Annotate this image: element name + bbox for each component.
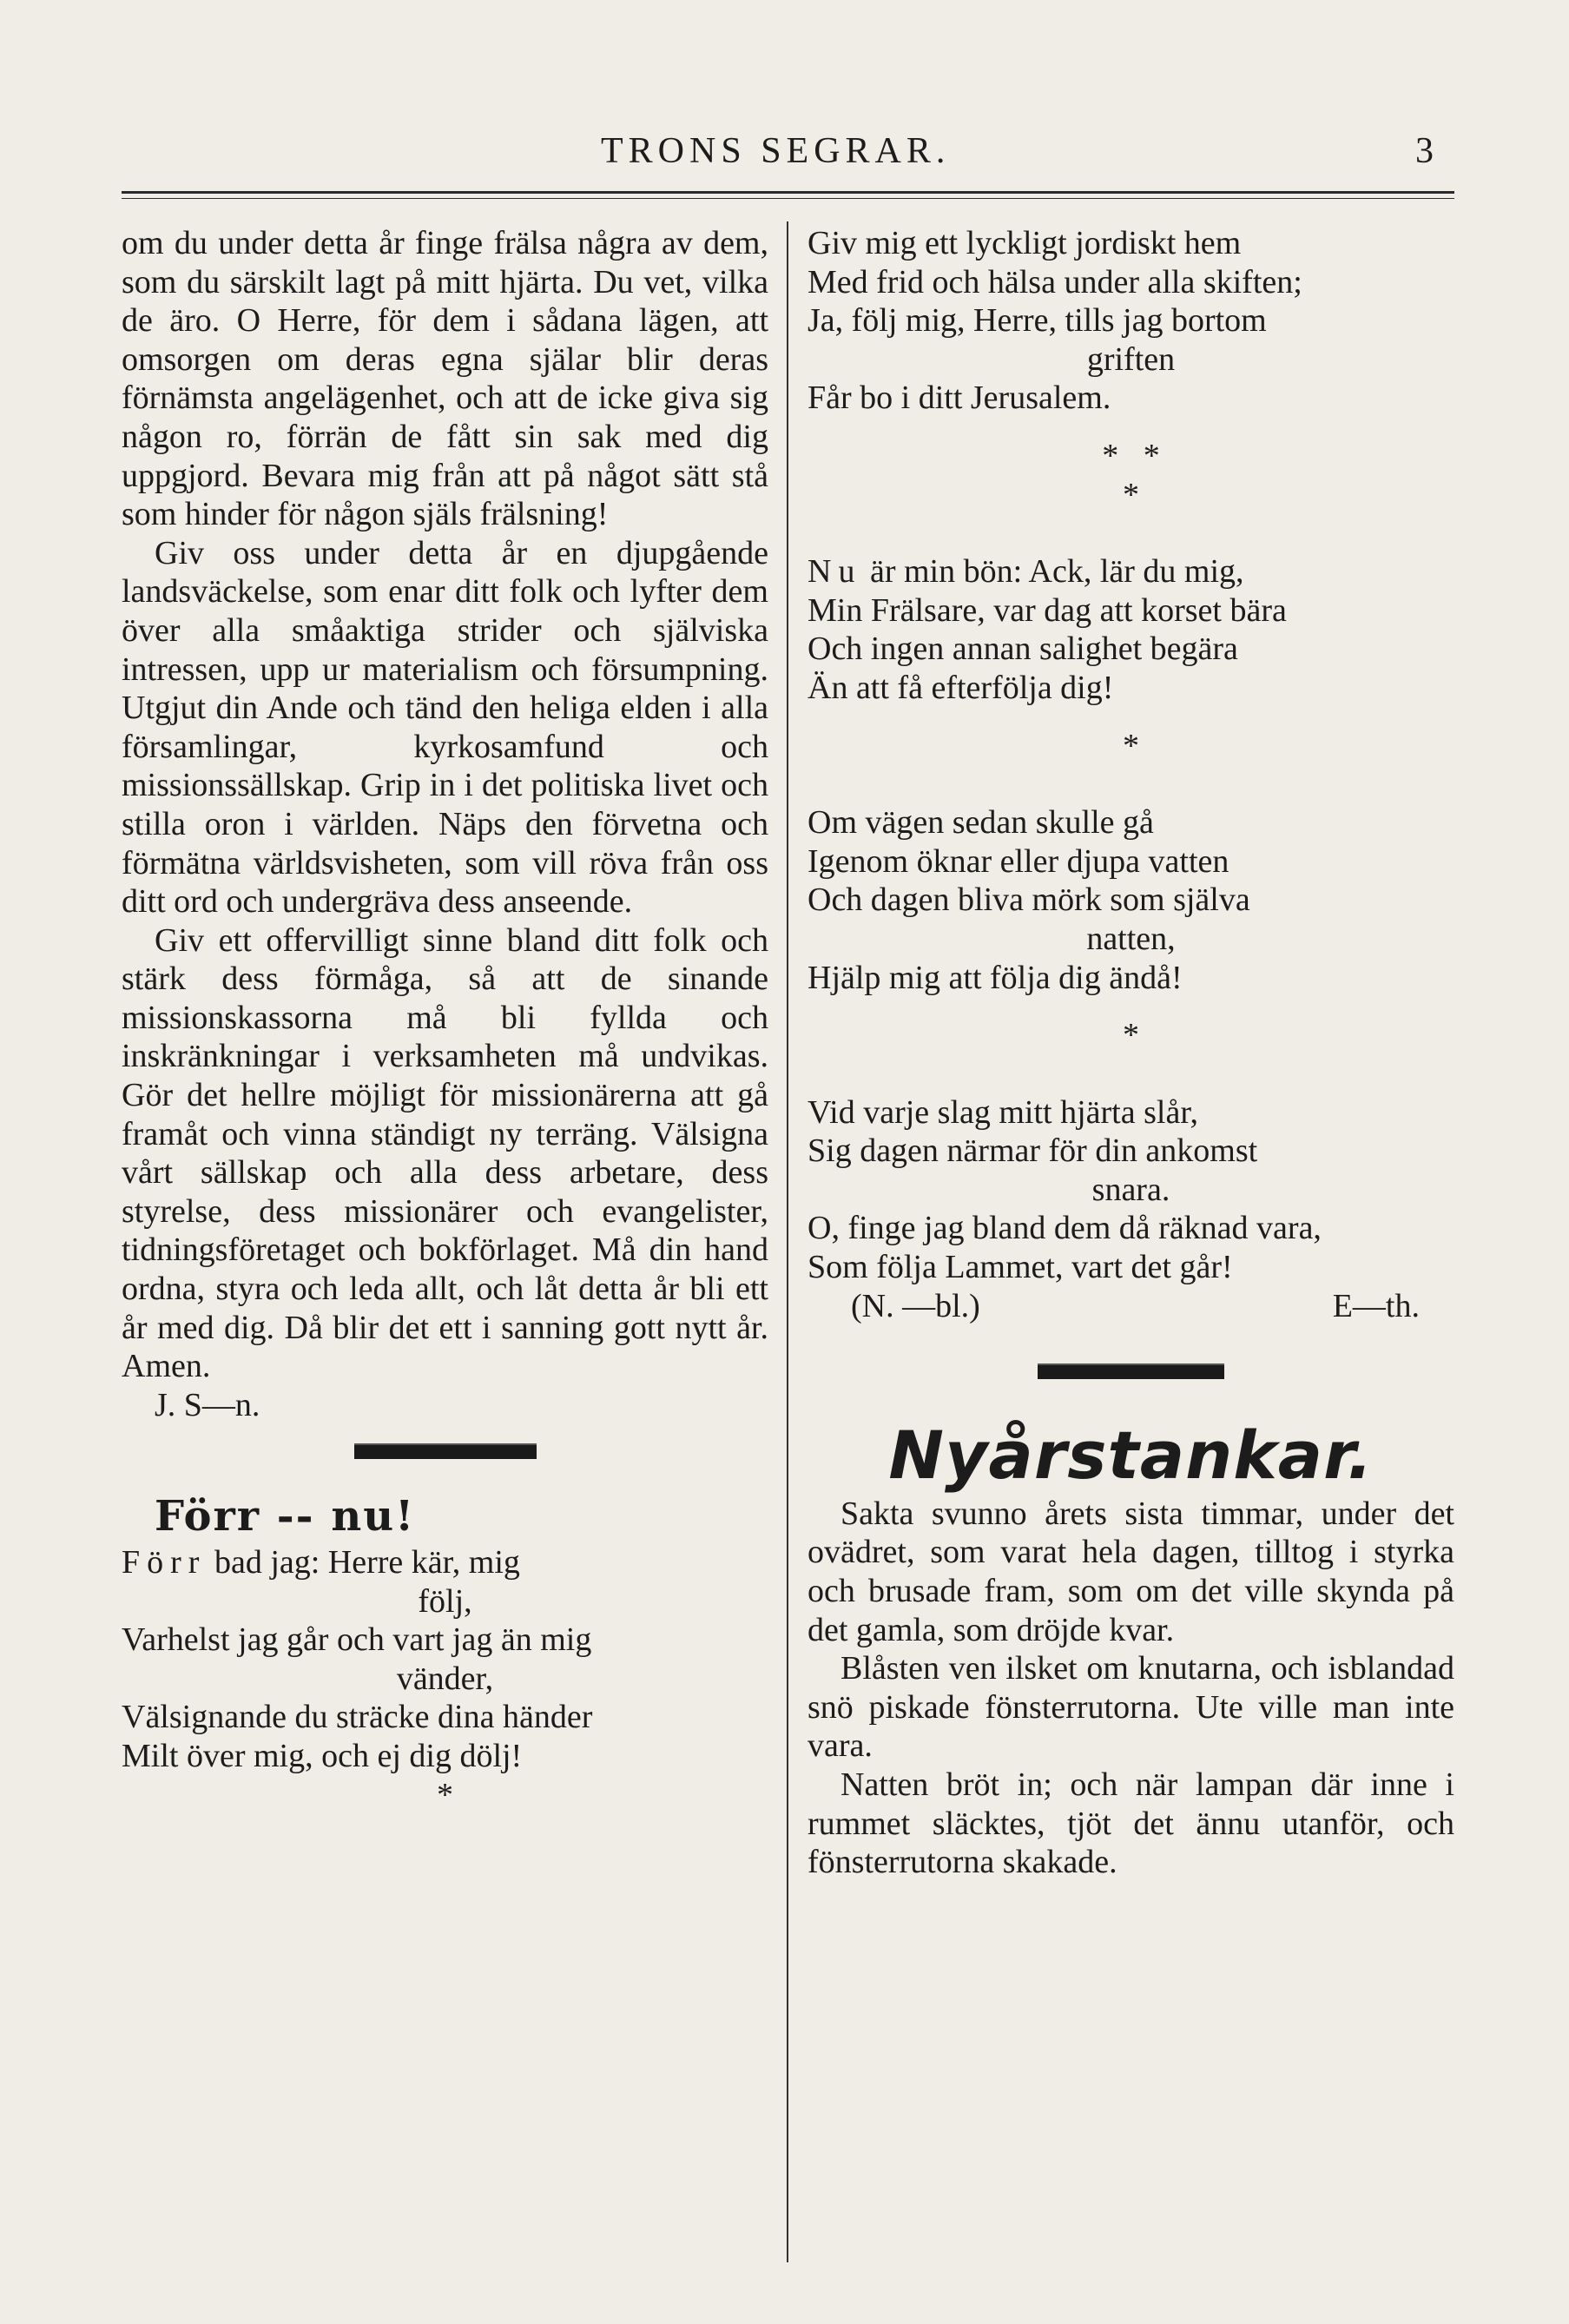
prayer-paragraph-2: Giv oss under detta år en djupgående landsväckelse, som enar ditt folk och lyfter dem över alla småaktiga strider och själviska intressen, upp ur materialism och försumpning. Utgjut din Ande och tänd den heliga elden i alla församlingar, kyrkosamfund och missionssällskap. Grip in i det politiska livet och stilla oron i världen. Näps den förvetna och förmätna världsvisheten, som vill röva från oss ditt ord och undergräva dess anseende. [122,534,768,921]
asterism: * [1123,727,1139,764]
poem-line: Får bo i ditt Jerusalem. [808,380,1111,417]
poem-line: Med frid och hälsa under alla skiften; [808,263,1302,300]
attribution-author: E—th. [1332,1287,1420,1324]
poem-line-cont: natten, [1086,920,1176,957]
poem-line: Och dagen bliva mörk som själva [808,881,1250,919]
article-paragraph: Blåsten ven ilsket om knutarna, och isblandad snö piskade fönsterrutorna. Ute ville man inte vara. [808,1650,1454,1765]
asterism: * [437,1776,453,1813]
poem-line: O, finge jag bland dem då räknad vara, [808,1210,1322,1247]
asterism: * [1123,476,1139,513]
poem-line: Välsignande du sträcke dina händer [122,1699,593,1736]
poem-line: Giv mig ett lyckligt jordiskt hem [808,225,1242,261]
poem-line-cont: snara. [1091,1171,1170,1208]
poem-line-text: är min bön: Ack, lär du mig, [869,553,1244,591]
poem-line: Varhelst jag går och vart jag än mig [122,1621,592,1659]
magazine-title: TRONS SEGRAR. [601,131,951,171]
right-column [808,224,1454,1882]
article-paragraph: Natten bröt in; och när lampan där inne i rummet släcktes, tjöt det ännu utanför, och fönsterrutorna skakade. [808,1766,1454,1881]
poem-line: Och ingen annan salighet begära [808,631,1238,668]
poem-line: Ja, följ mig, Herre, tills jag bortom [808,302,1267,340]
poem-line: Vid varje slag mitt hjärta slår, [808,1093,1198,1131]
section-divider-bar [354,1443,537,1459]
poem-line-cont: följ, [418,1582,472,1620]
header-rule [122,191,1454,199]
section-divider-bar [1038,1363,1224,1379]
prayer-paragraph-3: Giv ett offervilligt sinne bland ditt folk och stärk dess förmåga, så att de sinande missionskassorna må bli fyllda och inskränkningar i verksamheten må undvikas. Gör det hellre möjligt för missionärerna att gå framåt och vinna ständigt ny terräng. Välsigna vårt sällskap och alla dess arbetare, dess styrelse, dess missionärer och evangelister, tidningsföretaget och bokförlaget. Må din hand ordna, styra och leda allt, och låt detta år bli ett år med dig. Då blir det ett i sanning gott nytt år. Amen. [122,921,768,1385]
poem-attribution [808,1287,1454,1326]
poem-line: Sig dagen närmar för din ankomst [808,1132,1258,1170]
poem-lead-word: Förr [122,1544,207,1581]
poem-line [808,552,1454,591]
poem-line: Min Frälsare, var dag att korset bära [808,591,1287,629]
poem-line-text: bad jag: Herre kär, mig [214,1544,520,1581]
nyarstankar-article [808,1495,1454,1882]
article-paragraph: Sakta svunno årets sista timmar, under det ovädret, som varat hela dagen, tilltog i styrka och brusade fram, som om det ville skynda på det gamla, som dröjde kvar. [808,1495,1454,1648]
left-column [122,224,768,1814]
nyarstankar-heading: Nyårstankar. [888,1416,1374,1495]
poem-line-cont: griften [1086,340,1176,378]
poem-stanza-2 [808,552,1454,707]
poem-stanza-1 [808,224,1454,418]
poem-line [122,1543,768,1582]
page-header [0,130,1569,182]
attribution-source: (N. —bl.) [851,1287,980,1324]
asterism: * * [1102,437,1160,474]
poem-line: Igenom öknar eller djupa vatten [808,842,1229,880]
poem-line: Om vägen sedan skulle gå [808,804,1154,842]
poem-stanza-4 [808,1093,1454,1287]
prayer-paragraph-1: om du under detta år finge frälsa några av dem, som du särskilt lagt på mitt hjärta. Du vet, vilka de äro. O Herre, för dem i sådana lägen, att omsorgen om deras egna själar blir deras förnämsta angelägenhet, och att de icke giva sig någon ro, förrän de fått sin sak med dig uppgjord. Bevara mig från att på något sätt stå som hinder för någon själs frälsning! [122,225,768,533]
poem-line-cont: vänder, [396,1660,494,1697]
forr-nu-heading: Förr -- nu! [155,1492,416,1542]
poem-stanza-3 [808,803,1454,997]
poem-line: Som följa Lammet, vart det går! [808,1249,1233,1286]
poem-line: Hjälp mig att följa dig ändå! [808,959,1183,996]
poem-line: Milt över mig, och ej dig dölj! [122,1737,523,1774]
page-number: 3 [1415,131,1434,171]
poem-lead-word: Nu [808,553,862,591]
forr-nu-poem [122,1543,768,1814]
poem-line: Än att få efterfölja dig! [808,669,1114,706]
column-divider [787,221,788,2262]
prayer-signature: J. S—n. [155,1386,260,1423]
asterism: * [1123,1017,1139,1054]
